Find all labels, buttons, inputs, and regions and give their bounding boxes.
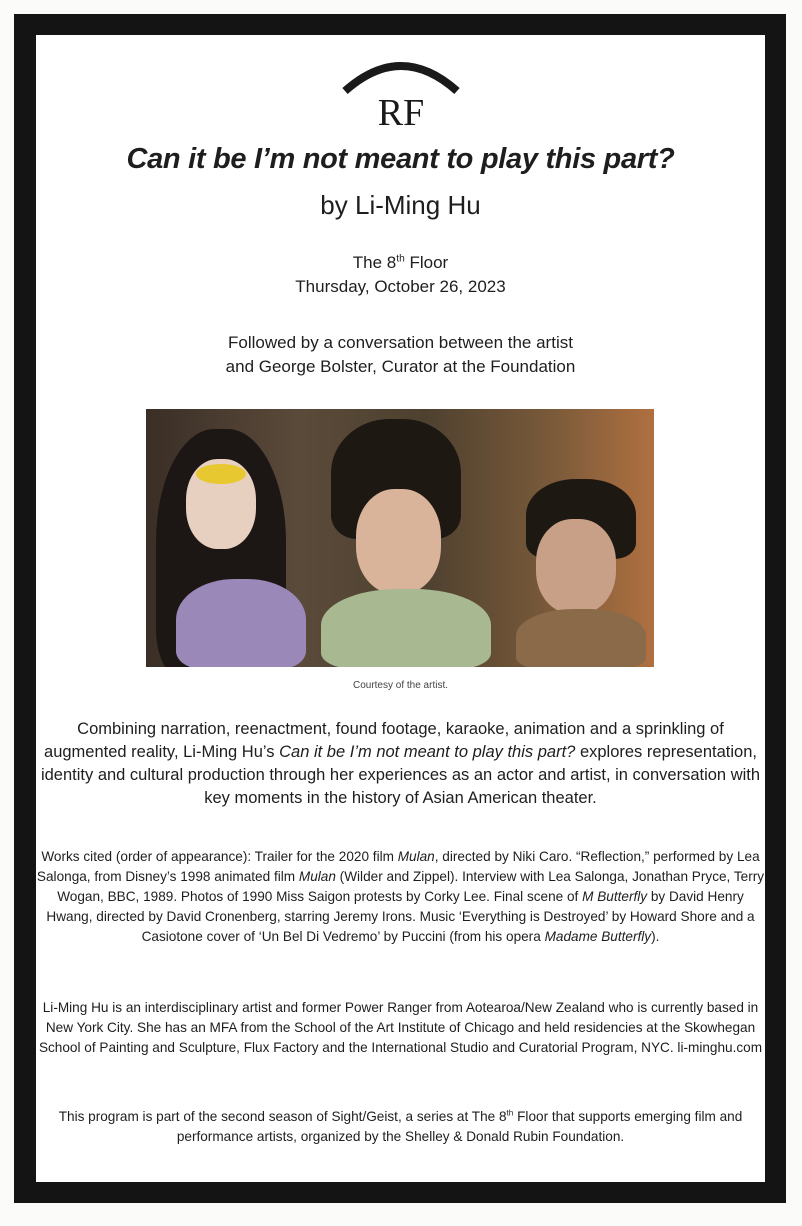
svg-text:RF: RF <box>377 92 425 129</box>
text-run: by David Henry Hwang, directed by David Cronenberg, starring Jeremy Irons. Music ‘Everything is Destroyed’ by Howard Shore and a Casiotone cover of ‘Un Bel Di Vedremo’ by Puccini (from his opera <box>46 889 755 944</box>
text-run: and George Bolster, Curator at the Foundation <box>225 357 576 376</box>
intro-paragraph <box>36 718 765 810</box>
event-author: by Li-Ming Hu <box>320 190 481 220</box>
text-run: This program is part of the second season of Sight/Geist, a series at The 8 <box>58 1109 507 1124</box>
conversation-note <box>36 331 765 379</box>
text-run: Works cited (order of appearance): Trailer for the 2020 film <box>41 849 398 864</box>
text-run: M Butterfly <box>582 889 648 904</box>
text-run: th <box>506 1108 514 1118</box>
program-note <box>36 1107 765 1147</box>
text-run: th <box>396 253 405 265</box>
text-run: explores representation, identity and cultural production through her experiences as an actor and artist, in conversation with key moments in the history of Asian American theater. <box>40 743 761 807</box>
text-run: Followed by a conversation between the artist <box>228 333 573 352</box>
text-run: Floor <box>404 253 449 272</box>
works-cited <box>36 847 765 947</box>
venue-and-date <box>36 251 765 299</box>
text-run: The 8 <box>352 253 397 272</box>
film-still-photo <box>146 409 654 667</box>
event-title: Can it be I’m not meant to play this part? <box>126 143 675 175</box>
text-run: Combining narration, reenactment, found footage, karaoke, animation and a sprinkling of augmented reality, Li-Ming Hu’s <box>44 720 724 761</box>
venue-name <box>36 251 765 275</box>
event-date: Thursday, October 26, 2023 <box>295 277 506 296</box>
text-run: Madame Butterfly <box>544 929 652 944</box>
rf-logo <box>341 59 461 129</box>
text-run: Mulan <box>298 869 336 884</box>
photo-caption: Courtesy of the artist. <box>352 680 449 691</box>
artist-bio: Li-Ming Hu is an interdisciplinary artist and former Power Ranger from Aotearoa/New Zealand who is currently based in New York City. She has an MFA from the School of the Art Institute of Chicago and held residencies at the Skowhegan School of Painting and Sculpture, Flux Factory and the International Studio and Curatorial Program, NYC. li-minghu.com <box>38 1000 763 1055</box>
text-run: (Wilder and Zippel). Interview with Lea Salonga, Jonathan Pryce, Terry Wogan, BBC, 1989. Photos of 1990 Miss Saigon protests by Corky Lee. Final scene of <box>57 869 765 904</box>
text-run: Can it be I’m not meant to play this part? <box>279 743 576 761</box>
text-run: ). <box>651 929 660 944</box>
text-run: , directed by Niki Caro. “Reflection,” performed by Lea Salonga, from Disney’s 1998 animated film <box>36 849 760 884</box>
flyer-page <box>36 35 765 1182</box>
text-run: Floor that supports emerging film and performance artists, organized by the Shelley & Donald Rubin Foundation. <box>176 1109 743 1144</box>
text-run: Mulan <box>397 849 435 864</box>
